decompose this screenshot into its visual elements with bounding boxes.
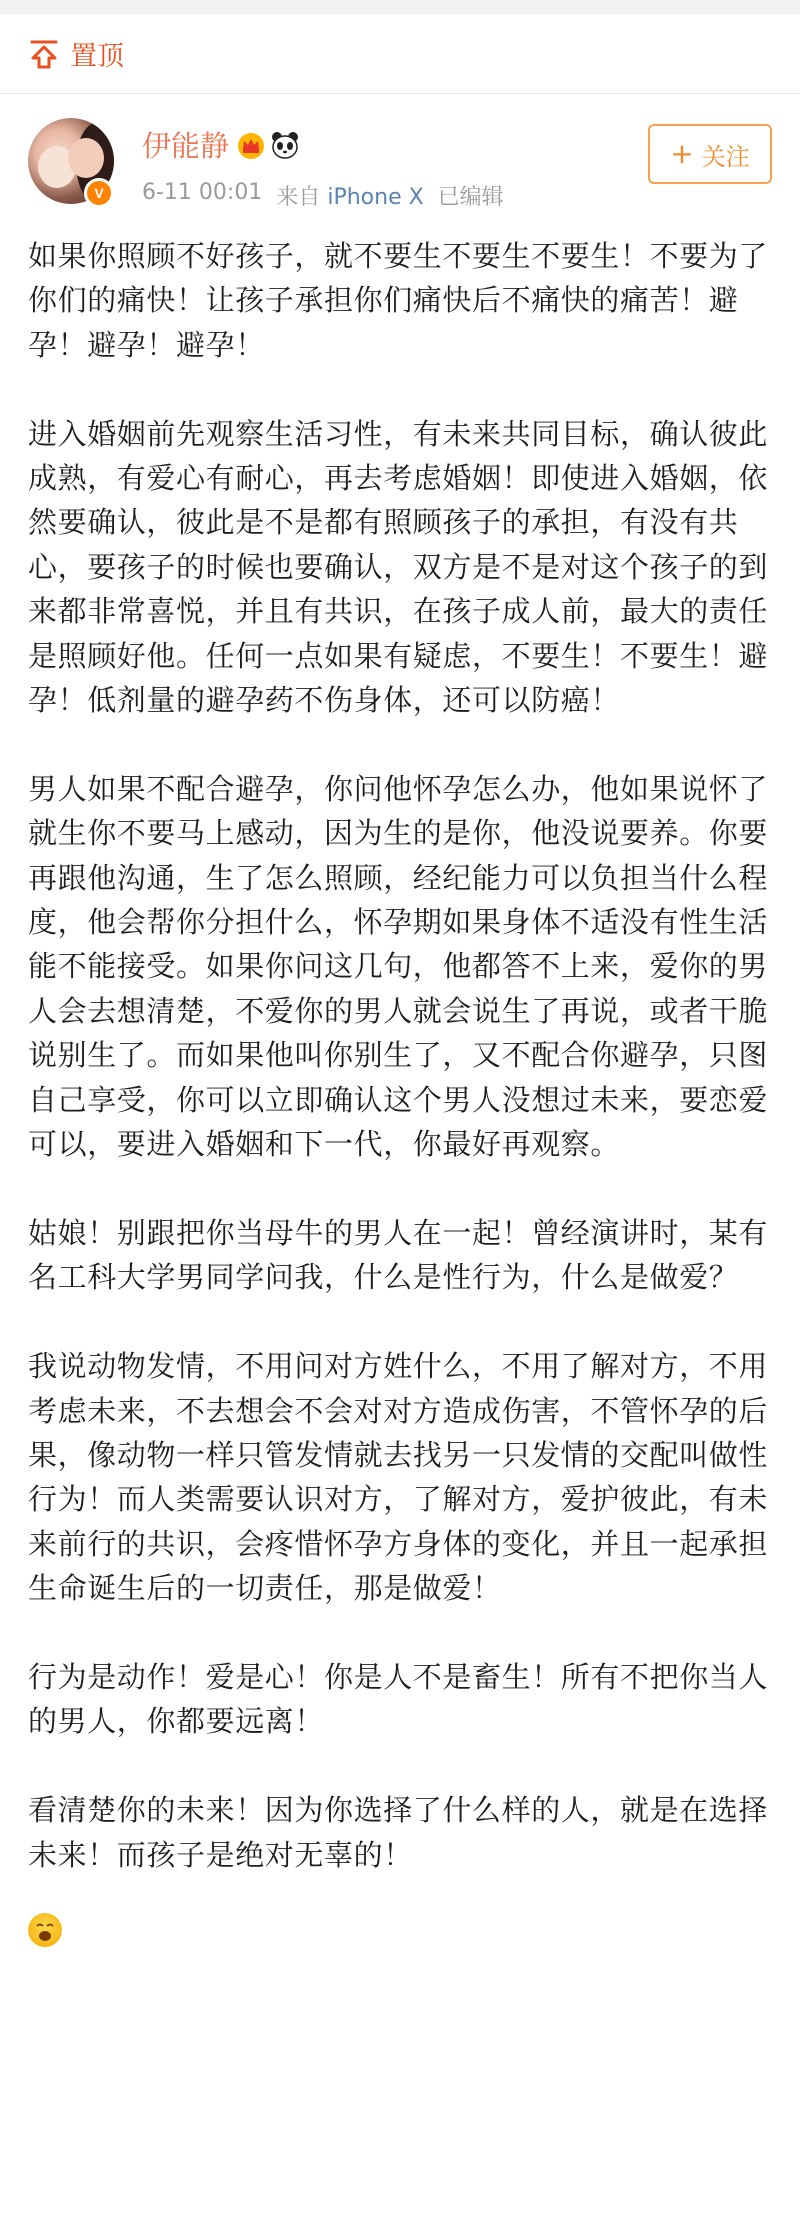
post-header [0, 94, 800, 220]
author-row [142, 124, 301, 165]
pinned-indicator [0, 14, 800, 94]
post-time: 6-11 00:01 [142, 180, 263, 205]
emoji-row [0, 1913, 800, 1947]
edited-label[interactable]: 已编辑 [437, 185, 504, 210]
author-name[interactable]: 伊能静 [142, 129, 230, 163]
post-paragraph: 进入婚姻前先观察生活习性，有未来共同目标，确认彼此成熟，有爱心有耐心，再去考虑婚姻！即使进入婚姻，依然要确认，彼此是不是都有照顾孩子的承担，有没有共心，要孩子的时候也要确认，双方是不是对这个孩子的到来都非常喜悦，并且有共识，在孩子成人前，最大的责任是照顾好他。任何一点如果有疑虑，不要生！不要生！避孕！低剂量的避孕药不伤身体，还可以防癌！ [28, 416, 769, 718]
post-paragraph: 看清楚你的未来！因为你选择了什么样的人，就是在选择未来！而孩子是绝对无辜的！ [28, 1793, 769, 1872]
post-source [276, 180, 423, 211]
top-gray-bar [0, 0, 800, 14]
panda-icon[interactable] [269, 130, 301, 160]
v-icon: V [84, 178, 114, 208]
post-paragraph: 我说动物发情，不用问对方姓什么，不用了解对方，不用考虑未来，不去想会不会对对方造成伤害，不管怀孕的后果，像动物一样只管发情就去找另一只发情的交配叫做性行为！而人类需要认识对方，了解对方，爱护彼此，有未来前行的共识，会疼惜怀孕方身体的变化，并且一起承担生命诞生后的一切责任，那是做爱！ [28, 1349, 769, 1606]
post-meta [142, 180, 504, 211]
post-paragraph: 男人如果不配合避孕，你问他怀孕怎么办，他如果说怀了就生你不要马上感动，因为生的是你，他没说要养。你要再跟他沟通，生了怎么照顾，经纪能力可以负担当什么程度，他会帮你分担什么，怀孕期如果身体不适没有性生活能不能接受。如果你问这几句，他都答不上来，爱你的男人会去想清楚，不爱你的男人就会说生了再说，或者干脆说别生了。而如果他叫你别生了，又不配合你避孕，只图自己享受，你可以立即确认这个男人没想过未来，要恋爱可以，要进入婚姻和下一代，你最好再观察。 [28, 771, 769, 1162]
post-paragraph: 姑娘！别跟把你当母牛的男人在一起！曾经演讲时，某有名工科大学男同学问我，什么是性行为，什么是做爱？ [28, 1215, 769, 1295]
emoji-icon [28, 1913, 62, 1947]
follow-button[interactable] [648, 124, 772, 184]
source-device-link[interactable]: iPhone X [327, 185, 424, 210]
crown-icon[interactable] [235, 130, 267, 160]
post-paragraph: 如果你照顾不好孩子，就不要生不要生不要生！不要为了你们的痛快！让孩子承担你们痛快后不痛快的痛苦！避孕！避孕！避孕！ [28, 239, 769, 362]
post-body [0, 220, 800, 1877]
follow-label: 关注 [701, 142, 750, 171]
plus-icon: + [670, 137, 694, 170]
source-prefix: 来自 [276, 185, 321, 210]
pin-top-icon [28, 38, 60, 70]
post-paragraph: 行为是动作！爱是心！你是人不是畜生！所有不把你当人的男人，你都要远离！ [28, 1659, 769, 1739]
pin-label: 置顶 [70, 41, 124, 72]
